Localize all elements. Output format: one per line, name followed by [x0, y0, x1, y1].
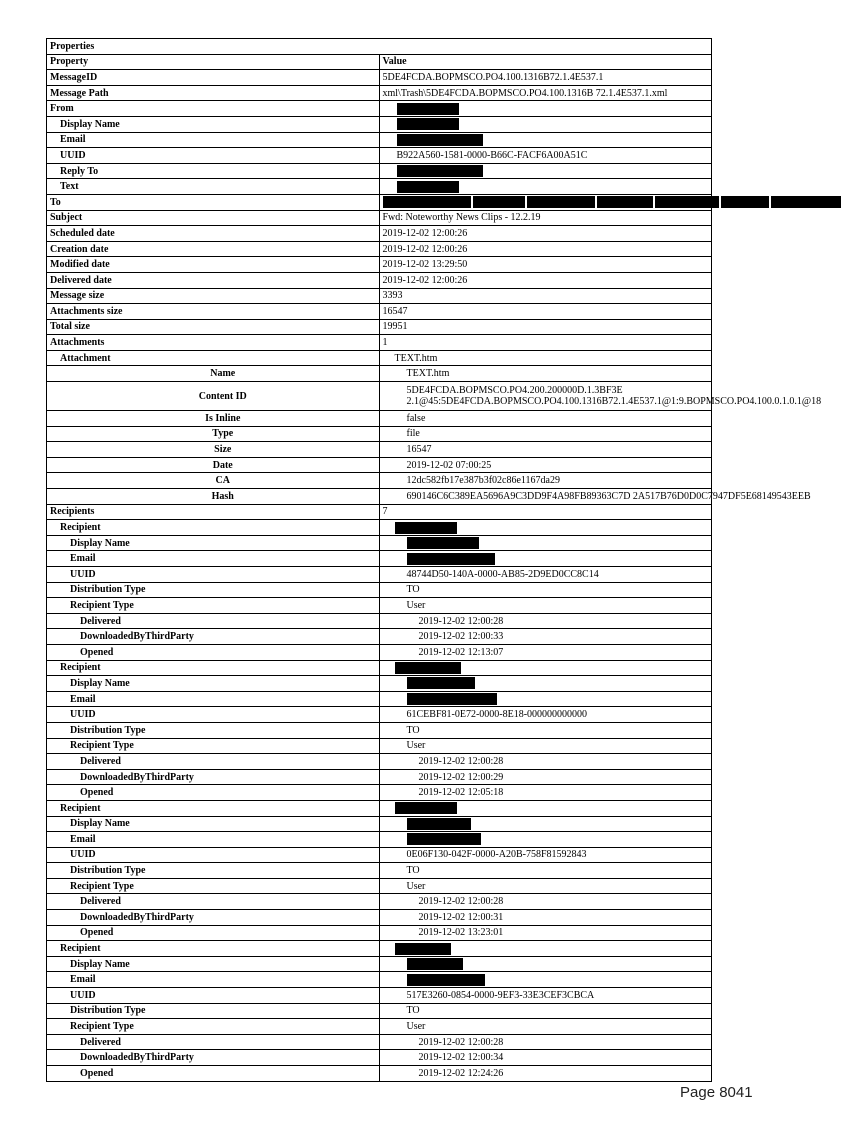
property-value: TO [379, 863, 712, 879]
property-name: Opened [47, 1066, 380, 1082]
property-name: Display Name [47, 956, 380, 972]
table-title-row [47, 39, 712, 55]
property-value: 2019-12-02 12:00:28 [379, 1034, 712, 1050]
property-value [379, 691, 712, 707]
table-row [47, 288, 712, 304]
property-name: UUID [47, 847, 380, 863]
property-name: From [47, 101, 380, 117]
property-value: 19951 [379, 319, 712, 335]
property-value [379, 832, 712, 848]
property-value [379, 551, 712, 567]
property-value: 7 [379, 504, 712, 520]
property-name: Message size [47, 288, 380, 304]
property-value [379, 179, 712, 195]
table-row [47, 972, 712, 988]
table-row [47, 179, 712, 195]
property-name: Name [47, 366, 380, 382]
property-value: 2019-12-02 12:24:26 [379, 1066, 712, 1082]
table-row [47, 319, 712, 335]
property-name: Date [47, 457, 380, 473]
property-name: Type [47, 426, 380, 442]
property-value: 2019-12-02 13:23:01 [379, 925, 712, 941]
table-row [47, 520, 712, 536]
property-value [379, 800, 712, 816]
property-value: User [379, 1019, 712, 1035]
redaction-block [397, 181, 459, 193]
table-row [47, 442, 712, 458]
property-value: Fwd: Noteworthy News Clips - 12.2.19 [379, 210, 712, 226]
property-value: 2019-12-02 12:00:33 [379, 629, 712, 645]
redaction-block [395, 802, 457, 814]
table-row [47, 878, 712, 894]
property-value [379, 194, 712, 210]
table-row [47, 738, 712, 754]
table-row [47, 1034, 712, 1050]
property-name: Total size [47, 319, 380, 335]
property-name: Display Name [47, 816, 380, 832]
redaction-block [473, 196, 525, 208]
property-value: 2019-12-02 12:00:29 [379, 769, 712, 785]
property-name: Content ID [47, 382, 380, 411]
redaction-block [397, 134, 483, 146]
header-property: Property [47, 54, 380, 70]
property-value: User [379, 598, 712, 614]
table-row [47, 785, 712, 801]
properties-table-body [47, 39, 822, 1082]
table-row [47, 457, 712, 473]
redaction-block [407, 693, 497, 705]
redaction-block [397, 118, 459, 130]
property-value: 2019-12-02 12:00:26 [379, 272, 712, 288]
table-row [47, 148, 712, 164]
property-name: Modified date [47, 257, 380, 273]
property-value: 61CEBF81-0E72-0000-8E18-000000000000 [379, 707, 712, 723]
property-value: xml\Trash\5DE4FCDA.BOPMSCO.PO4.100.1316B 72.1.4E537.1.xml [379, 85, 712, 101]
property-value [379, 816, 712, 832]
property-name: Email [47, 832, 380, 848]
table-row [47, 272, 712, 288]
property-name: Delivered date [47, 272, 380, 288]
property-value: 2019-12-02 12:13:07 [379, 644, 712, 660]
property-name: Creation date [47, 241, 380, 257]
table-row [47, 535, 712, 551]
property-value: User [379, 738, 712, 754]
property-name: MessageID [47, 70, 380, 86]
table-row [47, 567, 712, 583]
table-row [47, 894, 712, 910]
property-value: User [379, 878, 712, 894]
table-row [47, 800, 712, 816]
property-value [379, 132, 712, 148]
table-row [47, 941, 712, 957]
property-value: 2019-12-02 13:29:50 [379, 257, 712, 273]
table-row [47, 426, 712, 442]
property-name: Attachments size [47, 304, 380, 320]
table-row [47, 816, 712, 832]
redaction-block [407, 833, 481, 845]
redaction-block [597, 196, 653, 208]
property-value: 2019-12-02 07:00:25 [379, 457, 712, 473]
property-name: Size [47, 442, 380, 458]
table-row [47, 925, 712, 941]
redaction-block [395, 943, 451, 955]
table-row [47, 551, 712, 567]
table-row [47, 863, 712, 879]
table-row [47, 582, 712, 598]
table-row [47, 101, 712, 117]
property-name: UUID [47, 707, 380, 723]
property-name: Recipients [47, 504, 380, 520]
property-name: Display Name [47, 116, 380, 132]
property-name: Email [47, 972, 380, 988]
property-value: 16547 [379, 304, 712, 320]
redaction-block [407, 537, 479, 549]
table-row [47, 598, 712, 614]
property-name: Recipient [47, 941, 380, 957]
table-row [47, 988, 712, 1004]
property-value: 0E06F130-042F-0000-A20B-758F81592843 [379, 847, 712, 863]
property-value: 1 [379, 335, 712, 351]
redaction-block [383, 196, 471, 208]
property-value [379, 676, 712, 692]
table-row [47, 832, 712, 848]
table-row [47, 754, 712, 770]
redaction-block [527, 196, 595, 208]
redaction-block [407, 818, 471, 830]
property-name: Scheduled date [47, 226, 380, 242]
property-name: Distribution Type [47, 722, 380, 738]
property-name: Delivered [47, 1034, 380, 1050]
table-row [47, 644, 712, 660]
redaction-block [655, 196, 719, 208]
property-name: Recipient Type [47, 738, 380, 754]
property-value: false [379, 411, 712, 427]
property-name: Distribution Type [47, 582, 380, 598]
property-name: Delivered [47, 894, 380, 910]
property-name: Distribution Type [47, 863, 380, 879]
redaction-block [407, 677, 475, 689]
table-row [47, 707, 712, 723]
table-row [47, 257, 712, 273]
property-value: 3393 [379, 288, 712, 304]
property-name: Email [47, 551, 380, 567]
table-row [47, 613, 712, 629]
table-row [47, 1019, 712, 1035]
table-row [47, 70, 712, 86]
table-row [47, 382, 712, 411]
property-name: Opened [47, 644, 380, 660]
table-row [47, 910, 712, 926]
property-value [379, 116, 712, 132]
property-name: Recipient Type [47, 598, 380, 614]
property-name: Email [47, 132, 380, 148]
property-name: Display Name [47, 535, 380, 551]
property-name: Hash [47, 489, 380, 505]
property-value: 2019-12-02 12:00:26 [379, 241, 712, 257]
redaction-block [407, 553, 495, 565]
property-value: 48744D50-140A-0000-AB85-2D9ED0CC8C14 [379, 567, 712, 583]
property-name: Is Inline [47, 411, 380, 427]
property-name: Recipient Type [47, 878, 380, 894]
property-value: 517E3260-0854-0000-9EF3-33E3CEF3CBCA [379, 988, 712, 1004]
table-row [47, 504, 712, 520]
table-row [47, 1050, 712, 1066]
table-row [47, 116, 712, 132]
property-value [379, 163, 712, 179]
property-name: Text [47, 179, 380, 195]
property-value: TO [379, 722, 712, 738]
table-row [47, 676, 712, 692]
property-name: Reply To [47, 163, 380, 179]
table-row [47, 629, 712, 645]
property-name: Opened [47, 925, 380, 941]
property-value [379, 101, 712, 117]
table-row [47, 489, 712, 505]
property-value: 2019-12-02 12:00:28 [379, 894, 712, 910]
property-name: Recipient [47, 800, 380, 816]
redaction-block [395, 522, 457, 534]
property-name: UUID [47, 567, 380, 583]
property-name: Recipient [47, 660, 380, 676]
table-row [47, 335, 712, 351]
property-name: Display Name [47, 676, 380, 692]
properties-table [46, 38, 822, 1082]
redaction-block [397, 165, 483, 177]
property-name: UUID [47, 988, 380, 1004]
property-value: TEXT.htm [379, 350, 712, 366]
table-row [47, 847, 712, 863]
property-value: file [379, 426, 712, 442]
redaction-block [721, 196, 769, 208]
table-row [47, 473, 712, 489]
property-value: 12dc582fb17e387b3f02c86e1167da29 [379, 473, 712, 489]
redaction-block [771, 196, 841, 208]
property-value: TO [379, 582, 712, 598]
table-row [47, 163, 712, 179]
table-row [47, 194, 712, 210]
property-name: To [47, 194, 380, 210]
property-value: 2019-12-02 12:00:34 [379, 1050, 712, 1066]
property-name: Delivered [47, 754, 380, 770]
table-row [47, 226, 712, 242]
property-name: CA [47, 473, 380, 489]
property-value: 5DE4FCDA.BOPMSCO.PO4.100.1316B72.1.4E537.1 [379, 70, 712, 86]
redaction-block [407, 958, 463, 970]
property-value [379, 956, 712, 972]
table-row [47, 660, 712, 676]
table-row [47, 85, 712, 101]
property-name: DownloadedByThirdParty [47, 910, 380, 926]
property-value: TEXT.htm [379, 366, 712, 382]
property-value [379, 972, 712, 988]
property-value [379, 941, 712, 957]
table-row [47, 1003, 712, 1019]
property-name: UUID [47, 148, 380, 164]
property-value: TO [379, 1003, 712, 1019]
table-row [47, 304, 712, 320]
table-row [47, 210, 712, 226]
table-row [47, 366, 712, 382]
table-row [47, 411, 712, 427]
redaction-block [395, 662, 461, 674]
table-row [47, 1066, 712, 1082]
table-row [47, 241, 712, 257]
property-name: Subject [47, 210, 380, 226]
property-name: DownloadedByThirdParty [47, 1050, 380, 1066]
property-value [379, 660, 712, 676]
property-name: Recipient [47, 520, 380, 536]
table-row [47, 769, 712, 785]
table-row [47, 691, 712, 707]
property-name: Delivered [47, 613, 380, 629]
property-value: 16547 [379, 442, 712, 458]
property-name: Attachments [47, 335, 380, 351]
property-name: Recipient Type [47, 1019, 380, 1035]
property-value: 2019-12-02 12:05:18 [379, 785, 712, 801]
redaction-block [407, 974, 485, 986]
table-row [47, 956, 712, 972]
header-value: Value [379, 54, 712, 70]
property-value: 5DE4FCDA.BOPMSCO.PO4.200.200000D.1.3BF3E 2.1@45:5DE4FCDA.BOPMSCO.PO4.100.1316B72.1.4E537.1@1:9.BOPMSCO.PO4.100.0.1.0.1@18 [379, 382, 712, 411]
page-number: Page 8041 [680, 1084, 753, 1101]
property-name: Email [47, 691, 380, 707]
property-value: 690146C6C389EA5696A9C3DD9F4A98FB89363C7D 2A517B76D0D0C7947DF5E68149543EEB [379, 489, 712, 505]
property-value: 2019-12-02 12:00:26 [379, 226, 712, 242]
property-value [379, 520, 712, 536]
property-name: Attachment [47, 350, 380, 366]
property-value: 2019-12-02 12:00:31 [379, 910, 712, 926]
table-row [47, 132, 712, 148]
property-value: 2019-12-02 12:00:28 [379, 613, 712, 629]
table-row [47, 350, 712, 366]
redaction-block [397, 103, 459, 115]
property-name: Distribution Type [47, 1003, 380, 1019]
table-header-row [47, 54, 712, 70]
table-row [47, 722, 712, 738]
property-value [379, 535, 712, 551]
property-value: 2019-12-02 12:00:28 [379, 754, 712, 770]
property-name: Message Path [47, 85, 380, 101]
table-title: Properties [47, 39, 712, 55]
property-name: DownloadedByThirdParty [47, 629, 380, 645]
property-name: Opened [47, 785, 380, 801]
property-name: DownloadedByThirdParty [47, 769, 380, 785]
property-value: B922A560-1581-0000-B66C-FACF6A00A51C [379, 148, 712, 164]
